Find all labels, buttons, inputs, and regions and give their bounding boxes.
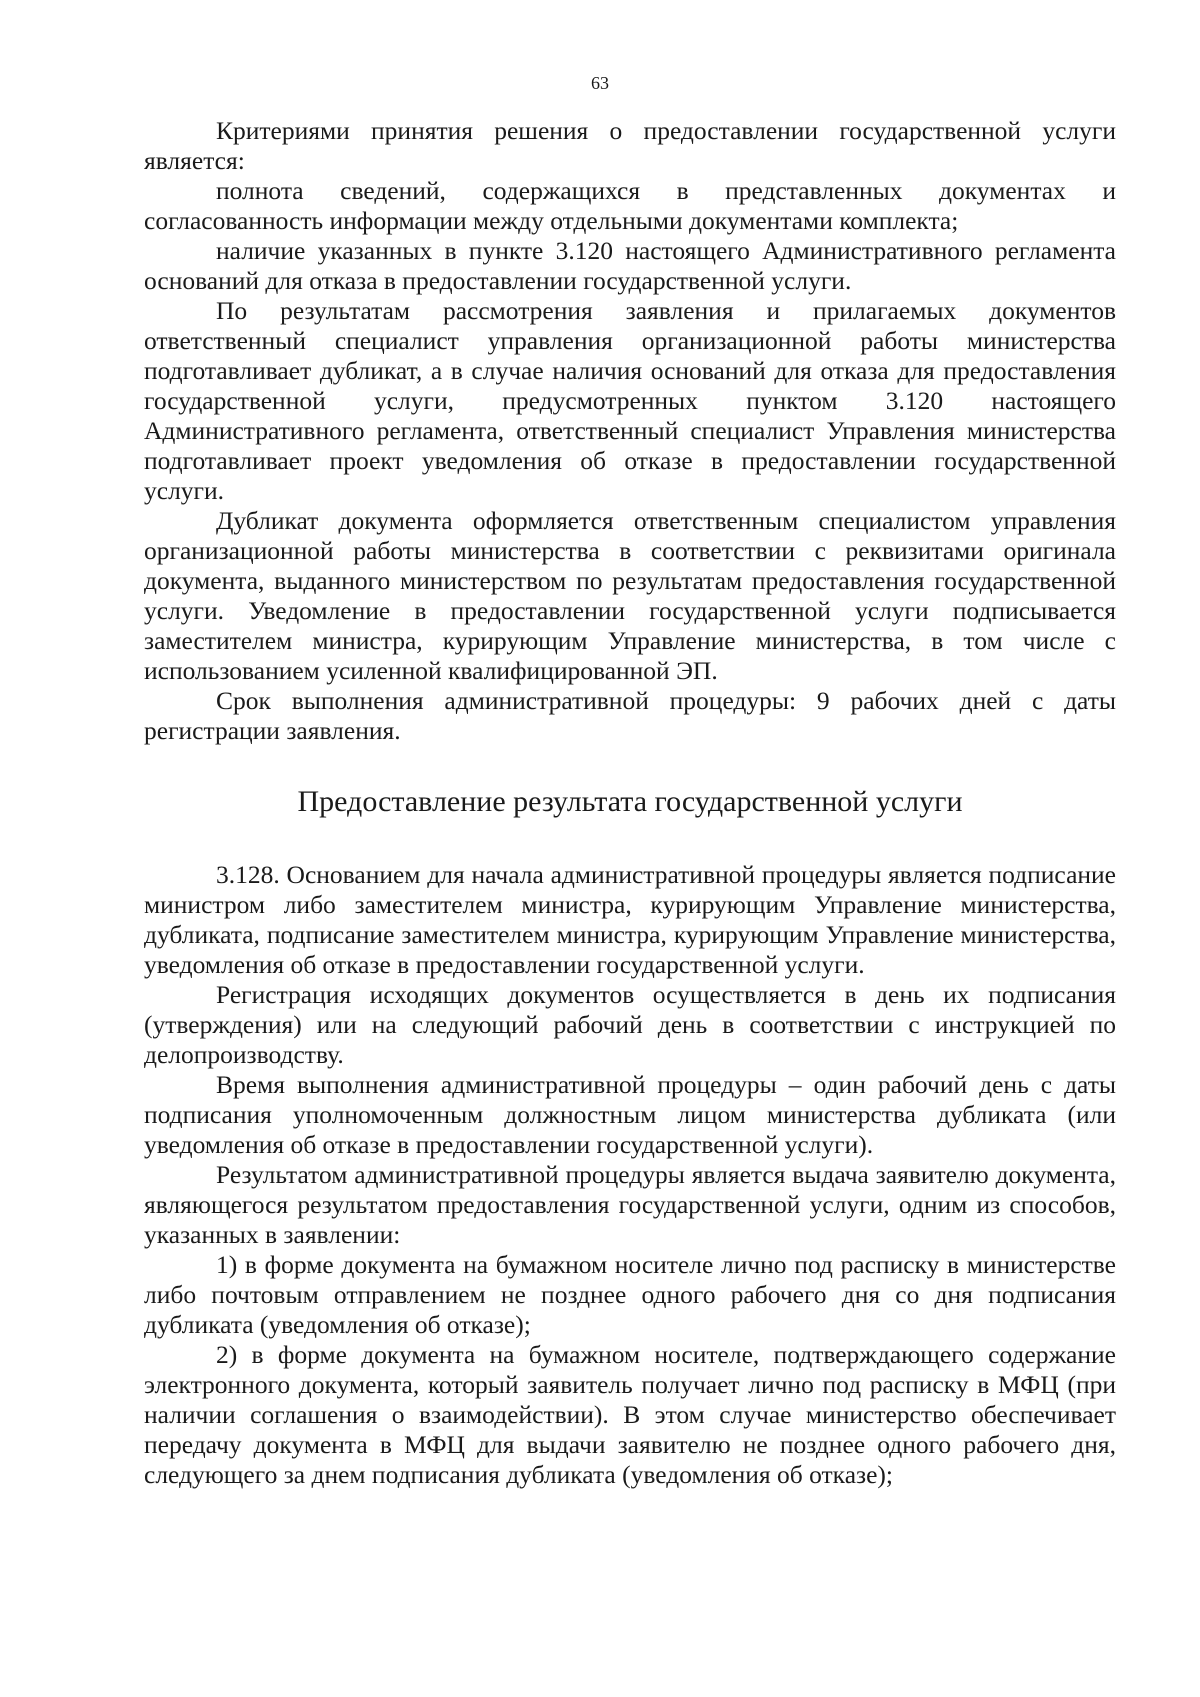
page-number: 63	[591, 73, 609, 93]
paragraph-grounds: наличие указанных в пункте 3.120 настоящего Административного регламента оснований для отказа в предоставлении государственной услуги.	[144, 236, 1116, 295]
paragraph-criteria: Критериями принятия решения о предоставлении государственной услуги является:	[144, 116, 1116, 175]
paragraph-registration: Регистрация исходящих документов осуществляется в день их подписания (утверждения) или на следующий рабочий день в соответствии с инструкцией по делопроизводству.	[144, 980, 1116, 1069]
paragraph-execution-time: Время выполнения административной процедуры – один рабочий день с даты подписания уполномоченным должностным лицом министерства дубликата (или уведомления об отказе в предоставлении государственной услуги).	[144, 1070, 1116, 1159]
paragraph-duplicate: Дубликат документа оформляется ответственным специалистом управления организационной работы министерства в соответствии с реквизитами оригинала документа, выданного министерством по результатам предоставления государственной услуги. Уведомление в предоставлении государственной услуги подписывается заместителем министра, курирующим Управление министерства, в том числе с использованием усиленной квалифицированной ЭП.	[144, 506, 1116, 685]
paragraph-review-results: По результатам рассмотрения заявления и прилагаемых документов ответственный специалист управления организационной работы министерства подготавливает дубликат, а в случае наличия оснований для отказа для предоставления государственной услуги, предусмотренных пунктом 3.120 настоящего Административного регламента, ответственный специалист Управления министерства подготавливает проект уведомления об отказе в предоставлении государственной услуги.	[144, 296, 1116, 505]
paragraph-option-1: 1) в форме документа на бумажном носителе лично под расписку в министерстве либо почтовым отправлением не позднее одного рабочего дня со дня подписания дубликата (уведомления об отказе);	[144, 1250, 1116, 1339]
paragraph-3-128: 3.128. Основанием для начала административной процедуры является подписание министром либо заместителем министра, курирующим Управление министерства, дубликата, подписание заместителем министра, курирующим Управление министерства, уведомления об отказе в предоставлении государственной услуги.	[144, 860, 1116, 979]
document-body	[144, 116, 1116, 1490]
paragraph-result: Результатом административной процедуры является выдача заявителю документа, являющегося результатом предоставления государственной услуги, одним из способов, указанных в заявлении:	[144, 1160, 1116, 1249]
paragraph-completeness: полнота сведений, содержащихся в представленных документах и согласованность информации между отдельными документами комплекта;	[144, 176, 1116, 235]
paragraph-deadline: Срок выполнения административной процедуры: 9 рабочих дней с даты регистрации заявления.	[144, 686, 1116, 745]
paragraph-option-2: 2) в форме документа на бумажном носителе, подтверждающего содержание электронного документа, который заявитель получает лично под расписку в МФЦ (при наличии соглашения о взаимодействии). В этом случае министерство обеспечивает передачу документа в МФЦ для выдачи заявителю не позднее одного рабочего дня, следующего за днем подписания дубликата (уведомления об отказе);	[144, 1340, 1116, 1489]
section-heading: Предоставление результата государственной услуги	[297, 785, 963, 818]
